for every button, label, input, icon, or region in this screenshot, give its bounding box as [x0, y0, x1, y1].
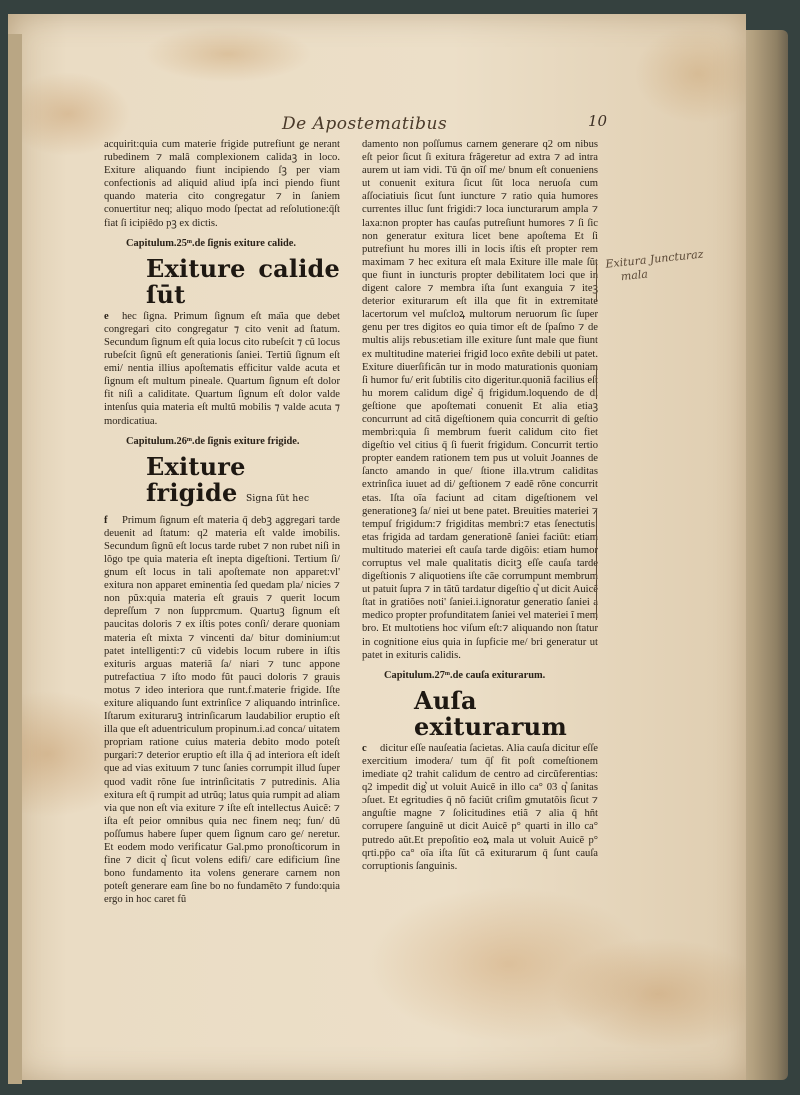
margin-annotation-line-2: mala	[620, 267, 649, 284]
chapter-26-heading: Capitulum.26ᵐ.de ſignis exiture frigide.	[126, 435, 300, 447]
chapter-25-heading: Capitulum.25ᵐ.de ſignis exiture calide.	[126, 237, 297, 249]
section-title-causa: Auſa exiturarum	[414, 685, 567, 741]
margin-bracket-1	[596, 262, 597, 302]
running-head: De Apostematibus	[282, 114, 448, 134]
left-para-3-text: Primum ſignum eſt materia q̄ debꝫ aggregari tarde deuenit ad ſtatum: q2 materia eſt valde imobilis. Secundum ſignũ eſt locus tarde rubet ⁊ non rubet niſi in lõgo tpe quia materia eſt inepta digeſtioni. Tertium ſi/ gnum eſt locus in tali apoſtemate non apparet:vl' exitura non apparet eminentia ſed quedam pla/ nicies ⁊ non pũx:quia materia eſt grauis ⁊ querit locum depreſſum ⁊ non ſupprcmum. Quartuꝫ ſignum eſt paucitas doloris ⁊ ex iſtis potes conſi/ derare quoniam materia eſt mixta ⁊ vincenti da/ bitur dominium:ut patet intelligenti:⁊ cũ videbis locum rubere in iſtis exituris arguas materiã ſa/ niari ⁊ tunc appone putrefactiua ⁊ iſto modo fũt pauci doloris ⁊ grauis motus ⁊ ideo interiora que runt.f.materie frigide. Iſte exiture aliquando ſunt extrinſice ⁊ aliquando intrinſice. Iſtarum exituraruꝫ intrinſicarum laudabilior eruptio eſt illa que eſt aduentriculum propinum.i.ad conca/ uitatem propriam ratione cuius materia debito modo poteſt purgari:⁊ deterior eruptio eſt illa q̄ ad interiora eſt ideſt que ad vias exituum ⁊ tunc ſanies corrumpit illud ſuper quod vadit rõne ſue intrinſicitatis ⁊ putredinis. Alia exitura eſt q̄ rumpit ad utrũq; latus quia rumpit ad aliam via que non eſt via exiture ⁊ iſte eſt intellectus Auicẽ: ⁊ iſta eſt peior omnibus quia nec finem neq; fun/ dũ poſſumus habere ſuper quem ſignum caro ge/ neretur. Et eodem modo verificatur Gal.pmo pronoſticorum in fine ⁊ dicit q͛ ſicut volens edifi/ care edificium ſine bono fundamento ita volens generare carnem non poteſt generare eam ſine bo no fundamẽto ⁊ fundo:quia ergo in hoc caret fũ	[104, 514, 340, 906]
chapter-27-heading: Capitulum.27ᵐ.de cauſa exiturarum.	[384, 669, 546, 681]
left-para-3	[104, 514, 340, 907]
left-para-1: acquirit:quia cum materie frigide putrefiunt ge nerant rubedinem ⁊ malâ complexionem calidaꝫ in loco. Exiture aliquando fiunt incipiendo ſꝫ per viam confectionis ad aliquid aliud ipſa inci piendo fiunt quando materia cito congregatur ⁊ in ſaniem conuertitur neq; aliquo modo ſpectat ad reſolutione:q̄ſt fiat ſi icipiêdo pꝫ ex dictis.	[104, 139, 340, 229]
right-para-1: damento non poſſumus carnem generare q2 om nibus eſt peior ſicut ſi exitura frãgeretur ad extra ⁊ ad intra aurem ut iam vidi. Tũ q̄n oĩſ me/ bnum eſt conueniens ut conuenit exitura ſicut ſũt loca neruoſa cum aſſociatiuis ſicut ſunt iuncture ⁊ ratio quia humores currentes illuc ſunt frigidi:⁊ loca iuncturarum ampla ⁊ laxa:non propter has cauſas putreſiunt humores ⁊ ſi ſic non generatur exitura licet bene apoſtema Et ſi putrefiunt hu mores illi in locis iſtis eſt propter rem maximam ⁊ hec exitura eſt mala Exiture ille male ſũt que fiunt in iuncturis propter debilitatem loci que in digent calore ⁊ membra iſta ſunt exanguia ⁊ iteꝫ deterior exiturarum eſt illa que fit in extremitate lacertorum vel muſcloꝝ multorum neruorum ſic ſuper genu per tres digitos eo quia timor eſt de ſpaſmo ⁊ de multis alijs rebus:etiam ille exiture ſunt male que fiunt ex multitudine materiei frigiđ loco exñte debili ut patet. Exiture diuerſificãn tur in modo maturationis quoniam ſi humor fu/ erit ſubtilis cito digeritur.quoniã facilius eſt hu morem calidum dige͛ q̄ frigidum.loquendo de di geſtione que apoſtemati conuenit Et alia etiaꝫ concurrunt ad citã digeſtionem quia concurrit di geſtio membri:quia ſi membrum fuerit calidum cito fiet digeſtio vel citius q̄ ſi fuerit frigidum. Concurrit tertio propter eandem rationem tem pus ut voluit Joannes de ſancto amando in que/ ſtione illa.vtrum caliditas extrinſica iuuet ad di/ geſtionem ⁊ eadẽ rõne concurrit etas. Iſta oĩa faciunt ad citam digeſtionem vel generationeꝫ ſa/ niei ut bene patet. Breuities materiei ⁊ tempuſ frigidum:⁊ frigiditas membri:⁊ etas ſenectutis: etas frigida ad tardam generationẽ ſaniei faciũt: etiam multitudo materiei eſt cauſa tarde digõis: etiam humor corruptus vel male qualitatis dicitꝫ eſſe cauſa tarde digeſtionis ⁊ aliquotiens iſte cãe corrumpunt membrum ut patuit ſupra ⁊ in tãtũ tardatur digeſtio q͛ ut dicit Auicẽ ſtat in gratiões noti' ſaniei.i.ignoratur generatio ſaniei a medico propter profunditatem ſaniei vel materiei ĩ mem bro. Et multotiens hoc viſum eſt:⁊ aliquando non ſtatur in cognitione eius quia in ſupficie me/ bri generatur ut patet in exituris calidis.	[362, 139, 598, 661]
margin-annotation-line-1: Exitura Juncturaz	[604, 247, 705, 271]
left-para-2	[104, 310, 340, 428]
left-para-2-text: hec ſigna. Primum ſignum eſt ma͂ia que debet congregari cito congregatur ⁊ cito venit ad ſtatum. Secundum ſignum eſt quia locus cito rubeſcit ⁊ cũ locus rubeſcit ſignũ eſt generationis ſaniei. Tertiũ ſignum eſt emi/ nentia illius apoſtematis efficitur valde acuta et ſignum eſt multum pineale. Quartum ſignum eſt dolor fit niſi a caliditate. Quartum ſignum eſt dolor valde intenſus quia materia eſt multũ mobilis ⁊ valde acuta ⁊ mordicatiua.	[104, 310, 340, 427]
right-column	[362, 138, 598, 873]
section-title-frigide-aside: Signa ſūt hec	[246, 493, 310, 504]
section-title-calide: Exiture calide ſūt	[146, 253, 340, 309]
initial-placeholder-e: e	[104, 310, 109, 322]
initial-placeholder-f: f	[104, 514, 108, 526]
margin-bracket-2	[596, 365, 597, 399]
section-title-frigide	[146, 451, 340, 512]
margin-bracket-3	[596, 510, 597, 620]
left-column	[104, 138, 340, 907]
gutter-strip	[8, 34, 22, 1084]
section-title-frigide-text: Exiture frigide	[146, 451, 246, 507]
folio-number: 10	[588, 112, 608, 130]
right-para-2-text: dicitur eſſe nauſeatia ſacietas. Alia cauſa dicitur eſſe exercitium imodera/ tum q̄ſ fit poſt comeſtionem imediate q2 trahit calidum de centro ad circũferentias: q2 impedit dig͛ ut voluit Auicẽ in illo ca° 03 q͛ ſanitas ɔſuet. Et egritudies q̄ nõ faciũt criſim gmutatõis ſicut ⁊ anguſtie magne ⁊ ſolicitudines etiã ⁊ alia q̄ hñt corrupere ſanguinẽ ut dicit Auicẽ p° quarti in illo ca° putredo aũt.Et prepoſitio eoꝝ mala ut voluit Auicẽ p° qrti.pp̄o ca° oĩa iſta ſũt cã exiturarum q̄ ſunt cauſa corruptionis ſanguinis.	[362, 742, 598, 872]
right-para-2	[362, 742, 598, 873]
initial-placeholder-c: c	[362, 742, 367, 754]
